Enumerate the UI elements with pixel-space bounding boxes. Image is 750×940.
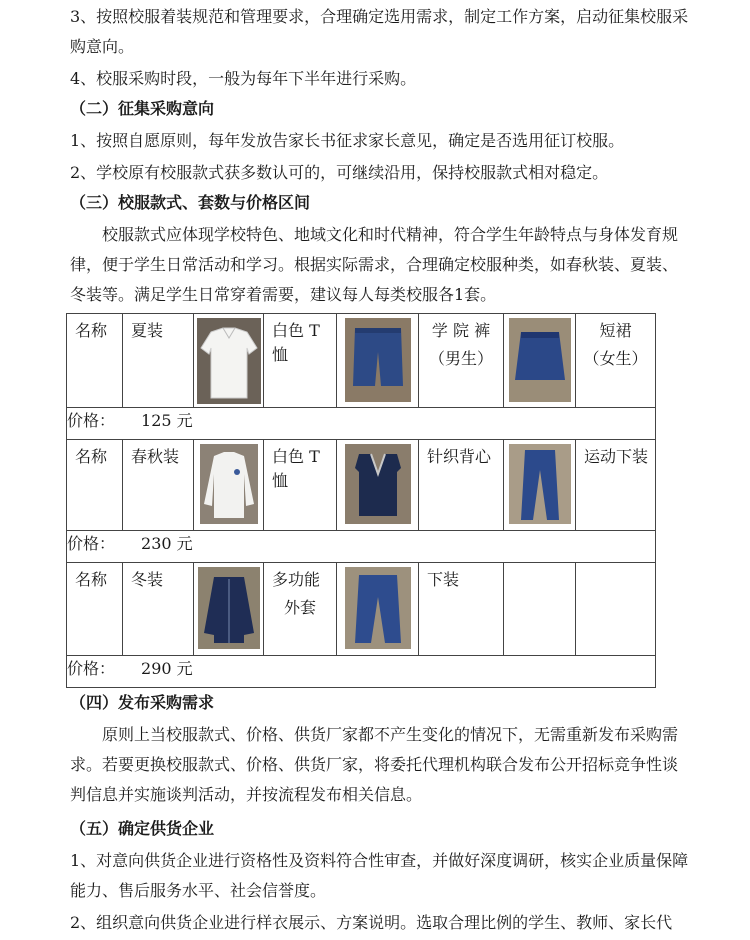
paragraph: 2、学校原有校服款式获多数认可的，可继续沿用，保持校服款式相对稳定。 — [70, 163, 609, 182]
table-row — [67, 314, 656, 408]
price-value: 230 元 — [141, 534, 193, 553]
winter-jacket-image — [194, 563, 264, 656]
item-label: 短裙 — [599, 321, 632, 340]
item-label: 外套 — [283, 598, 316, 617]
section-heading: （五）确定供货企业 — [70, 819, 215, 838]
section-heading: （四）发布采购需求 — [70, 693, 215, 712]
price-label: 价格： — [67, 659, 116, 678]
price-row — [67, 408, 656, 440]
item-label: 多功能 — [272, 570, 321, 589]
section-heading: （二）征集采购意向 — [70, 99, 215, 118]
white-polo-image — [194, 314, 264, 408]
item-note: （女生） — [583, 349, 648, 368]
track-pants-image — [504, 440, 576, 531]
paragraph: 校服款式应体现学校特色、地域文化和时代精神，符合学生年龄特点与身体发育规律，便于学生日常活动和学习。根据实际需求，合理确定校服种类，如春秋装、夏装、冬装等。满足学生日常穿着需要，建议每人每类校服各1套。 — [70, 225, 679, 304]
price-label: 价格： — [67, 534, 116, 553]
item-label: 下装 — [427, 570, 460, 589]
item-label: 学 院 裤 — [431, 321, 491, 340]
paragraph: 1、对意向供货企业进行资格性及资料符合性审查，并做好深度调研，核实企业质量保障能力、售后服务水平、社会信誉度。 — [70, 851, 689, 900]
item-label: 白色 T 恤 — [272, 321, 320, 364]
paragraph: 3、按照校服着装规范和管理要求，合理确定选用需求，制定工作方案，启动征集校服采购意向。 — [70, 7, 689, 56]
price-value: 290 元 — [141, 659, 193, 678]
item-label: 针织背心 — [427, 447, 492, 466]
section-heading: （三）校服款式、套数与价格区间 — [70, 193, 311, 212]
category-label: 春秋装 — [131, 447, 180, 466]
paragraph: 原则上当校服款式、价格、供货厂家都不产生变化的情况下，无需重新发布采购需求。若要更换校服款式、价格、供货厂家，将委托代理机构联合发布公开招标竞争性谈判信息并实施谈判活动，并按流程发布相关信息。 — [70, 725, 679, 804]
name-label: 名称 — [75, 321, 108, 340]
white-longsleeve-image — [194, 440, 264, 531]
uniform-table — [66, 313, 656, 688]
item-note: （男生） — [428, 349, 493, 368]
table-row — [67, 440, 656, 531]
item-label: 运动下装 — [584, 447, 649, 466]
empty-cell — [576, 563, 656, 656]
paragraph: 2、组织意向供货企业进行样衣展示、方案说明。选取合理比例的学生、教师、家长代 — [70, 913, 673, 932]
price-label: 价格： — [67, 411, 116, 430]
item-label: 白色 T 恤 — [272, 447, 320, 490]
category-label: 夏装 — [131, 321, 164, 340]
name-label: 名称 — [75, 570, 108, 589]
skirt-image — [504, 314, 576, 408]
table-row — [67, 563, 656, 656]
empty-cell — [504, 563, 576, 656]
paragraph: 4、校服采购时段，一般为每年下半年进行采购。 — [70, 69, 417, 88]
paragraph: 1、按照自愿原则，每年发放告家长书征求家长意见，确定是否选用征订校服。 — [70, 131, 625, 150]
price-value: 125 元 — [141, 411, 193, 430]
name-label: 名称 — [75, 447, 108, 466]
price-row — [67, 531, 656, 563]
knit-vest-image — [337, 440, 419, 531]
category-label: 冬装 — [131, 570, 164, 589]
navy-shorts-image — [337, 314, 419, 408]
winter-pants-image — [337, 563, 419, 656]
price-row — [67, 656, 656, 688]
